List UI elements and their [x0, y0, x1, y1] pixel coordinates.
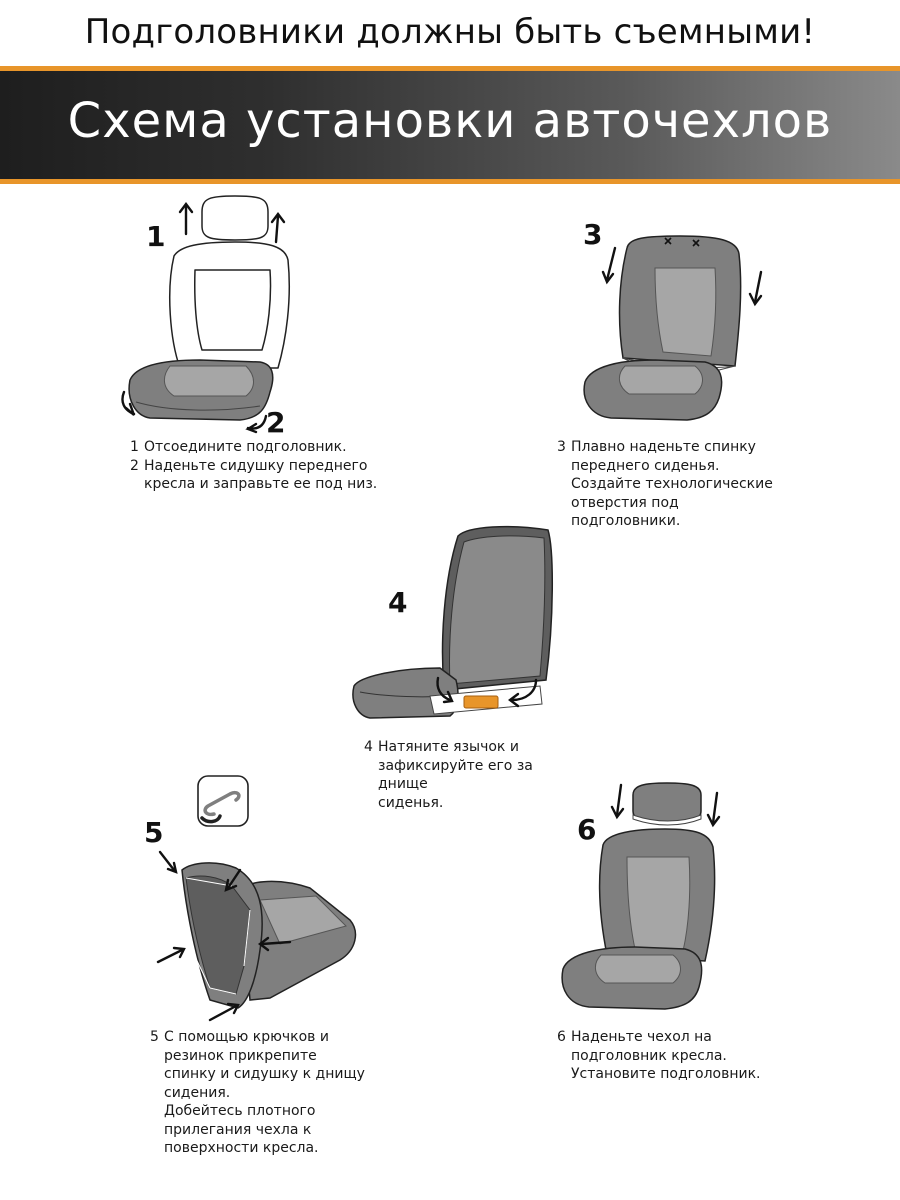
caption-line-2: 2 Наденьте сидушку переднего кресла и заправьте ее под низ.	[130, 457, 378, 492]
step-1-number: 1	[146, 220, 166, 253]
step-3-illustration	[575, 210, 775, 435]
step-6-illustration	[555, 775, 755, 1020]
caption-line-6: 6 Наденьте чехол на подголовник кресла. Установите подголовник.	[557, 1029, 761, 1082]
headrest-warning: Подголовники должны быть съемными!	[84, 12, 816, 52]
hook-icon	[198, 776, 248, 826]
step-5-number: 5	[144, 816, 164, 849]
step-4-number: 4	[388, 586, 408, 619]
caption-line-5: 5 С помощью крючков и резинок прикрепите спинку и сидушку к днищу сидения. Добейтесь плотного прилегания чехла к поверхности кресла.	[150, 1029, 365, 1156]
caption-line-3: 3 Плавно наденьте спинку переднего сиденья. Создайте технологические отверстия под подголовники.	[557, 439, 773, 529]
page-title: Схема установки авточехлов	[67, 93, 833, 149]
step-3-caption	[557, 438, 817, 531]
title-banner	[0, 66, 900, 184]
step-6-number: 6	[577, 813, 597, 846]
step-4-illustration	[340, 520, 570, 730]
caption-line-4: 4 Натяните язычок и зафиксируйте его за днище сиденья.	[364, 739, 533, 811]
step-1-illustration	[110, 190, 330, 435]
step-3-number: 3	[583, 218, 603, 251]
step-1-2-caption	[130, 438, 410, 494]
fixing-tongue	[464, 696, 498, 708]
caption-line-1: 1 Отсоедините подголовник.	[130, 439, 347, 455]
step-5-caption	[150, 1028, 390, 1158]
step-5-illustration	[140, 770, 370, 1025]
step-4-caption	[364, 738, 564, 812]
step-6-caption	[557, 1028, 797, 1084]
step-2-number: 2	[266, 406, 286, 435]
